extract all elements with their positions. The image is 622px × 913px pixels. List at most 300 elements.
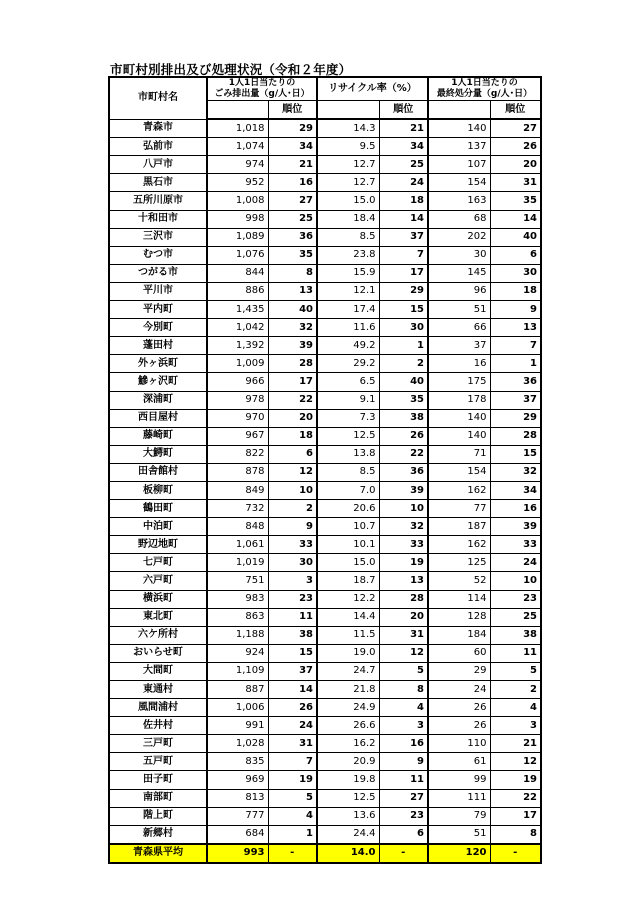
table-row bbox=[109, 735, 541, 753]
waste-value: 983 bbox=[207, 590, 268, 608]
header-landfill-line1: 1人1日当たりの bbox=[451, 78, 518, 88]
recycle-rank: 21 bbox=[379, 119, 428, 138]
municipality-name: 外ヶ浜町 bbox=[109, 355, 207, 373]
recycle-value: 18.4 bbox=[317, 210, 379, 228]
header-waste-line1: 1人1日当たりの bbox=[228, 78, 296, 88]
recycle-rank: 36 bbox=[379, 463, 428, 481]
waste-rank: 25 bbox=[268, 210, 317, 228]
landfill-rank: 15 bbox=[490, 445, 541, 463]
average-waste: 993 bbox=[207, 844, 268, 863]
waste-value: 1,435 bbox=[207, 301, 268, 319]
recycle-rank: 25 bbox=[379, 156, 428, 174]
landfill-value: 114 bbox=[428, 590, 490, 608]
landfill-rank: 21 bbox=[490, 735, 541, 753]
recycle-rank: 8 bbox=[379, 681, 428, 699]
municipality-name: 蓬田村 bbox=[109, 337, 207, 355]
waste-value: 1,188 bbox=[207, 626, 268, 644]
municipality-name: 鰺ヶ沢町 bbox=[109, 373, 207, 391]
municipality-name: 東通村 bbox=[109, 681, 207, 699]
recycle-rank: 19 bbox=[379, 554, 428, 572]
waste-rank: 1 bbox=[268, 825, 317, 844]
table-row bbox=[109, 301, 541, 319]
recycle-rank: 23 bbox=[379, 807, 428, 825]
municipality-name: 西目屋村 bbox=[109, 409, 207, 427]
landfill-value: 140 bbox=[428, 119, 490, 138]
municipality-name: 佐井村 bbox=[109, 717, 207, 735]
waste-value: 970 bbox=[207, 409, 268, 427]
average-recycle: 14.0 bbox=[317, 844, 379, 863]
municipality-name: 中泊町 bbox=[109, 518, 207, 536]
landfill-value: 60 bbox=[428, 644, 490, 662]
table-row bbox=[109, 644, 541, 662]
recycle-value: 17.4 bbox=[317, 301, 379, 319]
recycle-value: 10.7 bbox=[317, 518, 379, 536]
landfill-value: 111 bbox=[428, 789, 490, 807]
landfill-value: 96 bbox=[428, 282, 490, 300]
recycle-value: 14.4 bbox=[317, 608, 379, 626]
landfill-rank: 10 bbox=[490, 572, 541, 590]
waste-rank: 19 bbox=[268, 771, 317, 789]
recycle-rank: 1 bbox=[379, 337, 428, 355]
table-row bbox=[109, 518, 541, 536]
landfill-rank: 29 bbox=[490, 409, 541, 427]
landfill-value: 71 bbox=[428, 445, 490, 463]
waste-rank: 31 bbox=[268, 735, 317, 753]
landfill-rank: 7 bbox=[490, 337, 541, 355]
municipality-name: むつ市 bbox=[109, 246, 207, 264]
table-row bbox=[109, 373, 541, 391]
waste-rank: 27 bbox=[268, 192, 317, 210]
table-row bbox=[109, 771, 541, 789]
average-label: 青森県平均 bbox=[109, 844, 207, 863]
landfill-rank: 38 bbox=[490, 626, 541, 644]
landfill-rank: 35 bbox=[490, 192, 541, 210]
waste-rank: 22 bbox=[268, 391, 317, 409]
municipality-name: 五所川原市 bbox=[109, 192, 207, 210]
table-row bbox=[109, 500, 541, 518]
waste-rank: 23 bbox=[268, 590, 317, 608]
landfill-rank: 14 bbox=[490, 210, 541, 228]
table-body bbox=[109, 119, 541, 844]
waste-value: 1,074 bbox=[207, 138, 268, 156]
landfill-value: 77 bbox=[428, 500, 490, 518]
recycle-value: 16.2 bbox=[317, 735, 379, 753]
waste-value: 849 bbox=[207, 481, 268, 499]
landfill-value: 140 bbox=[428, 427, 490, 445]
landfill-rank: 28 bbox=[490, 427, 541, 445]
waste-rank: 15 bbox=[268, 644, 317, 662]
recycle-rank: 12 bbox=[379, 644, 428, 662]
waste-value: 878 bbox=[207, 463, 268, 481]
landfill-value: 68 bbox=[428, 210, 490, 228]
waste-value: 886 bbox=[207, 282, 268, 300]
landfill-rank: 16 bbox=[490, 500, 541, 518]
municipality-name: 黒石市 bbox=[109, 174, 207, 192]
waste-rank: 5 bbox=[268, 789, 317, 807]
recycle-value: 24.7 bbox=[317, 662, 379, 680]
header-waste-value-blank bbox=[207, 101, 268, 120]
recycle-rank: 18 bbox=[379, 192, 428, 210]
recycle-value: 9.1 bbox=[317, 391, 379, 409]
table-row bbox=[109, 119, 541, 138]
header-recycle-value-blank bbox=[317, 101, 379, 120]
recycle-rank: 4 bbox=[379, 699, 428, 717]
landfill-rank: 23 bbox=[490, 590, 541, 608]
waste-value: 1,006 bbox=[207, 699, 268, 717]
recycle-rank: 39 bbox=[379, 481, 428, 499]
table-row bbox=[109, 463, 541, 481]
waste-value: 1,076 bbox=[207, 246, 268, 264]
recycle-value: 20.9 bbox=[317, 753, 379, 771]
waste-rank: 9 bbox=[268, 518, 317, 536]
recycle-value: 9.5 bbox=[317, 138, 379, 156]
municipality-name: 藤崎町 bbox=[109, 427, 207, 445]
table-row bbox=[109, 481, 541, 499]
header-landfill-value-blank bbox=[428, 101, 490, 120]
waste-rank: 7 bbox=[268, 753, 317, 771]
landfill-value: 154 bbox=[428, 463, 490, 481]
waste-rank: 4 bbox=[268, 807, 317, 825]
landfill-value: 162 bbox=[428, 481, 490, 499]
landfill-rank: 33 bbox=[490, 536, 541, 554]
recycle-value: 19.0 bbox=[317, 644, 379, 662]
header-landfill-line2: 最終処分量（g/人･日） bbox=[436, 89, 533, 99]
table-row bbox=[109, 590, 541, 608]
landfill-value: 110 bbox=[428, 735, 490, 753]
recycle-rank: 11 bbox=[379, 771, 428, 789]
municipality-name: 三沢市 bbox=[109, 228, 207, 246]
landfill-value: 79 bbox=[428, 807, 490, 825]
recycle-rank: 27 bbox=[379, 789, 428, 807]
landfill-rank: 11 bbox=[490, 644, 541, 662]
recycle-value: 29.2 bbox=[317, 355, 379, 373]
waste-rank: 3 bbox=[268, 572, 317, 590]
table-row bbox=[109, 681, 541, 699]
waste-value: 751 bbox=[207, 572, 268, 590]
landfill-rank: 5 bbox=[490, 662, 541, 680]
recycle-value: 7.3 bbox=[317, 409, 379, 427]
waste-rank: 36 bbox=[268, 228, 317, 246]
recycle-rank: 38 bbox=[379, 409, 428, 427]
recycle-rank: 24 bbox=[379, 174, 428, 192]
recycle-rank: 31 bbox=[379, 626, 428, 644]
recycle-value: 26.6 bbox=[317, 717, 379, 735]
municipality-name: 大間町 bbox=[109, 662, 207, 680]
waste-rank: 10 bbox=[268, 481, 317, 499]
municipality-name: 五戸町 bbox=[109, 753, 207, 771]
table-row bbox=[109, 807, 541, 825]
waste-rank: 29 bbox=[268, 119, 317, 138]
header-waste-per-capita bbox=[207, 77, 317, 101]
recycle-value: 12.7 bbox=[317, 156, 379, 174]
table-row bbox=[109, 789, 541, 807]
landfill-rank: 31 bbox=[490, 174, 541, 192]
table-row bbox=[109, 753, 541, 771]
recycle-value: 12.5 bbox=[317, 789, 379, 807]
table-row bbox=[109, 138, 541, 156]
municipality-name: 十和田市 bbox=[109, 210, 207, 228]
landfill-rank: 1 bbox=[490, 355, 541, 373]
municipality-name: 田舎館村 bbox=[109, 463, 207, 481]
waste-rank: 2 bbox=[268, 500, 317, 518]
waste-value: 1,008 bbox=[207, 192, 268, 210]
recycle-value: 49.2 bbox=[317, 337, 379, 355]
header-waste-line2: ごみ排出量（g/人･日） bbox=[214, 89, 310, 99]
recycle-rank: 34 bbox=[379, 138, 428, 156]
waste-value: 887 bbox=[207, 681, 268, 699]
landfill-rank: 37 bbox=[490, 391, 541, 409]
waste-value: 974 bbox=[207, 156, 268, 174]
landfill-value: 163 bbox=[428, 192, 490, 210]
landfill-rank: 3 bbox=[490, 717, 541, 735]
table-row bbox=[109, 282, 541, 300]
landfill-value: 187 bbox=[428, 518, 490, 536]
municipality-name: 青森市 bbox=[109, 119, 207, 138]
landfill-rank: 6 bbox=[490, 246, 541, 264]
table-row bbox=[109, 246, 541, 264]
table-row bbox=[109, 264, 541, 282]
municipality-name: 東北町 bbox=[109, 608, 207, 626]
recycle-rank: 17 bbox=[379, 264, 428, 282]
waste-value: 813 bbox=[207, 789, 268, 807]
recycle-rank: 32 bbox=[379, 518, 428, 536]
header-recycling-rate: リサイクル率（%） bbox=[317, 77, 428, 101]
municipality-name: 六戸町 bbox=[109, 572, 207, 590]
landfill-rank: 18 bbox=[490, 282, 541, 300]
municipality-name: 野辺地町 bbox=[109, 536, 207, 554]
waste-rank: 28 bbox=[268, 355, 317, 373]
waste-value: 835 bbox=[207, 753, 268, 771]
waste-value: 978 bbox=[207, 391, 268, 409]
waste-rank: 34 bbox=[268, 138, 317, 156]
municipality-name: 南部町 bbox=[109, 789, 207, 807]
landfill-value: 52 bbox=[428, 572, 490, 590]
table-row bbox=[109, 662, 541, 680]
municipality-name: 大鰐町 bbox=[109, 445, 207, 463]
landfill-value: 99 bbox=[428, 771, 490, 789]
header-landfill-per-capita bbox=[428, 77, 541, 101]
header-landfill-rank: 順位 bbox=[490, 101, 541, 120]
table-row bbox=[109, 192, 541, 210]
table-row bbox=[109, 409, 541, 427]
recycle-value: 7.0 bbox=[317, 481, 379, 499]
waste-value: 952 bbox=[207, 174, 268, 192]
waste-rank: 37 bbox=[268, 662, 317, 680]
recycle-value: 15.9 bbox=[317, 264, 379, 282]
waste-rank: 32 bbox=[268, 319, 317, 337]
landfill-rank: 32 bbox=[490, 463, 541, 481]
average-landfill: 120 bbox=[428, 844, 490, 863]
recycle-rank: 16 bbox=[379, 735, 428, 753]
recycle-rank: 29 bbox=[379, 282, 428, 300]
waste-value: 863 bbox=[207, 608, 268, 626]
municipality-name: 横浜町 bbox=[109, 590, 207, 608]
table-row bbox=[109, 717, 541, 735]
waste-rank: 40 bbox=[268, 301, 317, 319]
recycle-value: 23.8 bbox=[317, 246, 379, 264]
landfill-value: 175 bbox=[428, 373, 490, 391]
municipality-name: おいらせ町 bbox=[109, 644, 207, 662]
table-row bbox=[109, 319, 541, 337]
table-row bbox=[109, 337, 541, 355]
municipality-name: 今別町 bbox=[109, 319, 207, 337]
page-title: 市町村別排出及び処理状況（令和２年度） bbox=[110, 62, 352, 77]
table-row bbox=[109, 210, 541, 228]
recycle-value: 12.2 bbox=[317, 590, 379, 608]
recycle-rank: 7 bbox=[379, 246, 428, 264]
table-row bbox=[109, 699, 541, 717]
municipality-name: 板柳町 bbox=[109, 481, 207, 499]
landfill-value: 30 bbox=[428, 246, 490, 264]
waste-value: 991 bbox=[207, 717, 268, 735]
table-row bbox=[109, 572, 541, 590]
recycle-value: 13.6 bbox=[317, 807, 379, 825]
municipality-name: 八戸市 bbox=[109, 156, 207, 174]
landfill-value: 178 bbox=[428, 391, 490, 409]
recycle-rank: 22 bbox=[379, 445, 428, 463]
recycle-value: 21.8 bbox=[317, 681, 379, 699]
waste-value: 1,109 bbox=[207, 662, 268, 680]
landfill-value: 184 bbox=[428, 626, 490, 644]
landfill-rank: 27 bbox=[490, 119, 541, 138]
municipality-name: 六ケ所村 bbox=[109, 626, 207, 644]
landfill-value: 140 bbox=[428, 409, 490, 427]
waste-value: 969 bbox=[207, 771, 268, 789]
landfill-rank: 20 bbox=[490, 156, 541, 174]
recycle-value: 13.8 bbox=[317, 445, 379, 463]
landfill-rank: 2 bbox=[490, 681, 541, 699]
waste-rank: 14 bbox=[268, 681, 317, 699]
recycle-rank: 15 bbox=[379, 301, 428, 319]
recycle-rank: 5 bbox=[379, 662, 428, 680]
recycle-rank: 6 bbox=[379, 825, 428, 844]
waste-value: 848 bbox=[207, 518, 268, 536]
landfill-rank: 19 bbox=[490, 771, 541, 789]
waste-value: 684 bbox=[207, 825, 268, 844]
waste-value: 1,019 bbox=[207, 554, 268, 572]
landfill-rank: 30 bbox=[490, 264, 541, 282]
recycle-value: 8.5 bbox=[317, 228, 379, 246]
header-row-1 bbox=[109, 77, 541, 101]
waste-rank: 12 bbox=[268, 463, 317, 481]
landfill-value: 51 bbox=[428, 301, 490, 319]
waste-value: 998 bbox=[207, 210, 268, 228]
table-row bbox=[109, 156, 541, 174]
recycle-value: 20.6 bbox=[317, 500, 379, 518]
recycle-rank: 9 bbox=[379, 753, 428, 771]
waste-rank: 17 bbox=[268, 373, 317, 391]
landfill-rank: 26 bbox=[490, 138, 541, 156]
landfill-rank: 22 bbox=[490, 789, 541, 807]
waste-rank: 24 bbox=[268, 717, 317, 735]
waste-rank: 13 bbox=[268, 282, 317, 300]
landfill-value: 26 bbox=[428, 717, 490, 735]
waste-rank: 38 bbox=[268, 626, 317, 644]
recycle-rank: 3 bbox=[379, 717, 428, 735]
waste-rank: 20 bbox=[268, 409, 317, 427]
recycle-value: 8.5 bbox=[317, 463, 379, 481]
waste-value: 1,392 bbox=[207, 337, 268, 355]
table-row bbox=[109, 228, 541, 246]
average-waste-rank: - bbox=[268, 844, 317, 863]
waste-value: 966 bbox=[207, 373, 268, 391]
landfill-rank: 8 bbox=[490, 825, 541, 844]
landfill-rank: 39 bbox=[490, 518, 541, 536]
landfill-value: 66 bbox=[428, 319, 490, 337]
landfill-value: 24 bbox=[428, 681, 490, 699]
recycle-rank: 26 bbox=[379, 427, 428, 445]
landfill-value: 26 bbox=[428, 699, 490, 717]
waste-rank: 8 bbox=[268, 264, 317, 282]
recycle-value: 15.0 bbox=[317, 192, 379, 210]
table-row bbox=[109, 355, 541, 373]
landfill-rank: 17 bbox=[490, 807, 541, 825]
recycle-rank: 28 bbox=[379, 590, 428, 608]
waste-rank: 11 bbox=[268, 608, 317, 626]
municipality-name: 平川市 bbox=[109, 282, 207, 300]
municipality-name: つがる市 bbox=[109, 264, 207, 282]
landfill-value: 107 bbox=[428, 156, 490, 174]
landfill-rank: 40 bbox=[490, 228, 541, 246]
recycle-rank: 37 bbox=[379, 228, 428, 246]
landfill-rank: 12 bbox=[490, 753, 541, 771]
landfill-value: 162 bbox=[428, 536, 490, 554]
waste-value: 777 bbox=[207, 807, 268, 825]
average-row bbox=[109, 844, 541, 863]
waste-rank: 21 bbox=[268, 156, 317, 174]
waste-rank: 16 bbox=[268, 174, 317, 192]
landfill-value: 125 bbox=[428, 554, 490, 572]
table-row bbox=[109, 174, 541, 192]
table-row bbox=[109, 391, 541, 409]
waste-value: 822 bbox=[207, 445, 268, 463]
landfill-rank: 25 bbox=[490, 608, 541, 626]
waste-value: 844 bbox=[207, 264, 268, 282]
waste-rank: 18 bbox=[268, 427, 317, 445]
landfill-value: 61 bbox=[428, 753, 490, 771]
recycle-value: 12.7 bbox=[317, 174, 379, 192]
table-row bbox=[109, 608, 541, 626]
recycle-rank: 30 bbox=[379, 319, 428, 337]
header-waste-rank: 順位 bbox=[268, 101, 317, 120]
municipality-name: 風間浦村 bbox=[109, 699, 207, 717]
landfill-value: 16 bbox=[428, 355, 490, 373]
recycle-value: 11.5 bbox=[317, 626, 379, 644]
waste-value: 924 bbox=[207, 644, 268, 662]
waste-rank: 30 bbox=[268, 554, 317, 572]
table-row bbox=[109, 536, 541, 554]
recycle-rank: 33 bbox=[379, 536, 428, 554]
landfill-value: 29 bbox=[428, 662, 490, 680]
recycle-value: 24.9 bbox=[317, 699, 379, 717]
landfill-rank: 34 bbox=[490, 481, 541, 499]
recycle-rank: 40 bbox=[379, 373, 428, 391]
municipality-name: 七戸町 bbox=[109, 554, 207, 572]
landfill-value: 154 bbox=[428, 174, 490, 192]
table-row bbox=[109, 626, 541, 644]
municipality-name: 階上町 bbox=[109, 807, 207, 825]
table-row bbox=[109, 427, 541, 445]
waste-rank: 35 bbox=[268, 246, 317, 264]
waste-value: 967 bbox=[207, 427, 268, 445]
waste-value: 1,089 bbox=[207, 228, 268, 246]
waste-value: 1,009 bbox=[207, 355, 268, 373]
waste-rank: 26 bbox=[268, 699, 317, 717]
municipality-name: 鶴田町 bbox=[109, 500, 207, 518]
recycle-rank: 14 bbox=[379, 210, 428, 228]
average-recycle-rank: - bbox=[379, 844, 428, 863]
waste-value: 1,042 bbox=[207, 319, 268, 337]
